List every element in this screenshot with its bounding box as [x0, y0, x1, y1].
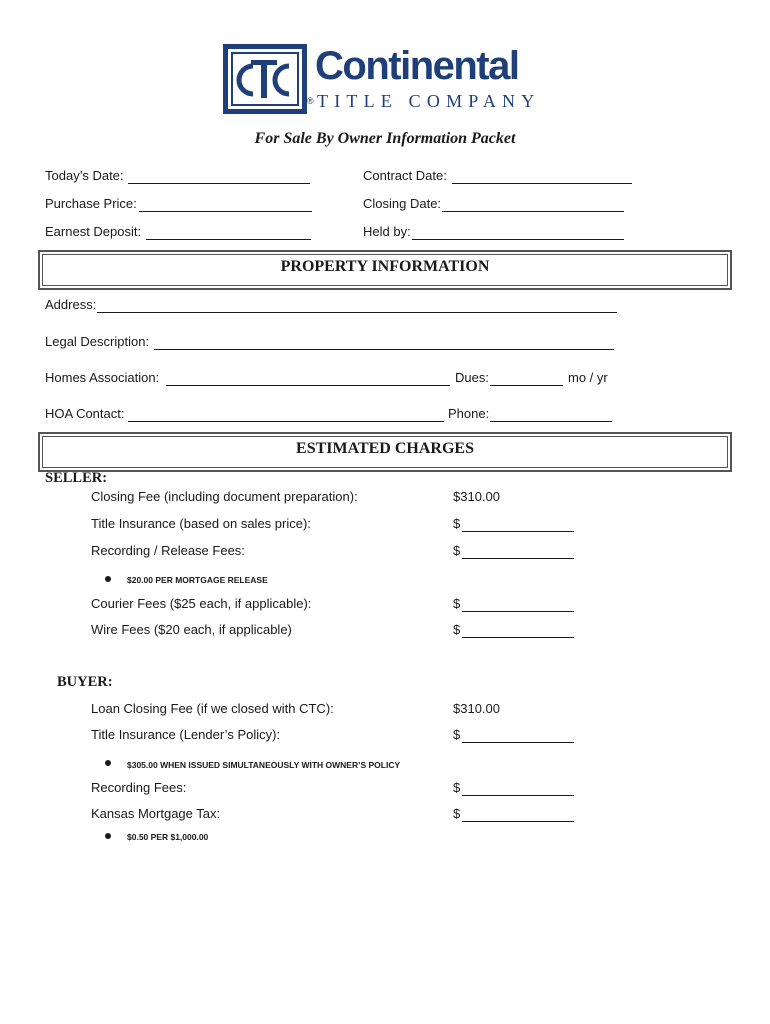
seller-wire-fees-currency: $: [453, 622, 461, 637]
buyer-loan-closing-fee-value: $310.00: [453, 701, 500, 716]
earnest-deposit-field[interactable]: [146, 239, 311, 240]
estimated-charges-section: [38, 432, 732, 472]
buyer-recording-fees-currency: $: [453, 780, 461, 795]
property-information-heading: PROPERTY INFORMATION: [280, 258, 490, 275]
seller-label: SELLER:: [45, 470, 108, 486]
property-information-section: [38, 250, 732, 290]
page-title: For Sale By Owner Information Packet: [254, 130, 516, 147]
dues-label: Dues:: [455, 370, 489, 385]
bullet-icon: [105, 833, 111, 839]
todays-date-label: Today’s Date:: [45, 168, 124, 183]
company-logo: [223, 44, 549, 114]
buyer-label: BUYER:: [57, 674, 113, 690]
buyer-title-insurance-field[interactable]: [462, 742, 574, 743]
estimated-charges-heading: ESTIMATED CHARGES: [296, 440, 474, 457]
bullet-icon: [105, 576, 111, 582]
closing-date-field[interactable]: [442, 211, 624, 212]
held-by-field[interactable]: [412, 239, 624, 240]
buyer-title-insurance-label: Title Insurance (Lender’s Policy):: [91, 727, 281, 742]
buyer-title-note: $305.00 WHEN ISSUED SIMULTANEOUSLY WITH OWNER’S POLICY: [127, 760, 401, 770]
phone-label: Phone:: [448, 406, 490, 421]
hoa-contact-label: HOA Contact:: [45, 406, 125, 421]
seller-courier-fees-label: Courier Fees ($25 each, if applicable):: [91, 596, 312, 611]
bullet-icon: [105, 760, 111, 766]
seller-courier-fees-currency: $: [453, 596, 461, 611]
seller-recording-note: $20.00 PER MORTGAGE RELEASE: [127, 575, 268, 585]
purchase-price-label: Purchase Price:: [45, 196, 137, 211]
closing-date-label: Closing Date:: [363, 196, 442, 211]
legal-description-label: Legal Description:: [45, 334, 150, 349]
seller-recording-fees-field[interactable]: [462, 558, 574, 559]
seller-title-insurance-field[interactable]: [462, 531, 574, 532]
purchase-price-field[interactable]: [139, 211, 312, 212]
ctc-monogram: [223, 44, 307, 114]
buyer-title-insurance-currency: $: [453, 727, 461, 742]
legal-description-field[interactable]: [154, 349, 614, 350]
buyer-recording-fees-field[interactable]: [462, 795, 574, 796]
logo-tagline: TITLE COMPANY: [317, 91, 541, 111]
homes-association-label: Homes Association:: [45, 370, 160, 385]
seller-recording-fees-label: Recording / Release Fees:: [91, 543, 245, 558]
homes-association-field[interactable]: [166, 385, 450, 386]
contract-date-label: Contract Date:: [363, 168, 447, 183]
seller-closing-fee-label: Closing Fee (including document preparation):: [91, 489, 358, 504]
address-field[interactable]: [97, 312, 617, 313]
phone-field[interactable]: [490, 421, 612, 422]
seller-wire-fees-label: Wire Fees ($20 each, if applicable): [91, 622, 292, 637]
contract-date-field[interactable]: [452, 183, 632, 184]
seller-title-insurance-label: Title Insurance (based on sales price):: [91, 516, 311, 531]
buyer-recording-fees-label: Recording Fees:: [91, 780, 187, 795]
address-label: Address:: [45, 297, 97, 312]
seller-closing-fee-value: $310.00: [453, 489, 500, 504]
buyer-loan-closing-fee-label: Loan Closing Fee (if we closed with CTC):: [91, 701, 334, 716]
seller-recording-fees-currency: $: [453, 543, 461, 558]
buyer-mortgage-tax-label: Kansas Mortgage Tax:: [91, 806, 221, 821]
buyer-mortgage-tax-field[interactable]: [462, 821, 574, 822]
earnest-deposit-label: Earnest Deposit:: [45, 224, 142, 239]
seller-wire-fees-field[interactable]: [462, 637, 574, 638]
seller-courier-fees-field[interactable]: [462, 611, 574, 612]
logo-registered-mark: ®: [307, 96, 314, 106]
buyer-mortgage-tax-currency: $: [453, 806, 461, 821]
seller-title-insurance-currency: $: [453, 516, 461, 531]
held-by-label: Held by:: [363, 224, 411, 239]
todays-date-field[interactable]: [128, 183, 310, 184]
dues-unit: mo / yr: [568, 370, 608, 385]
hoa-contact-field[interactable]: [128, 421, 444, 422]
buyer-mortgage-tax-note: $0.50 PER $1,000.00: [127, 832, 209, 842]
logo-name: Continental: [315, 44, 519, 88]
dues-field[interactable]: [490, 385, 563, 386]
